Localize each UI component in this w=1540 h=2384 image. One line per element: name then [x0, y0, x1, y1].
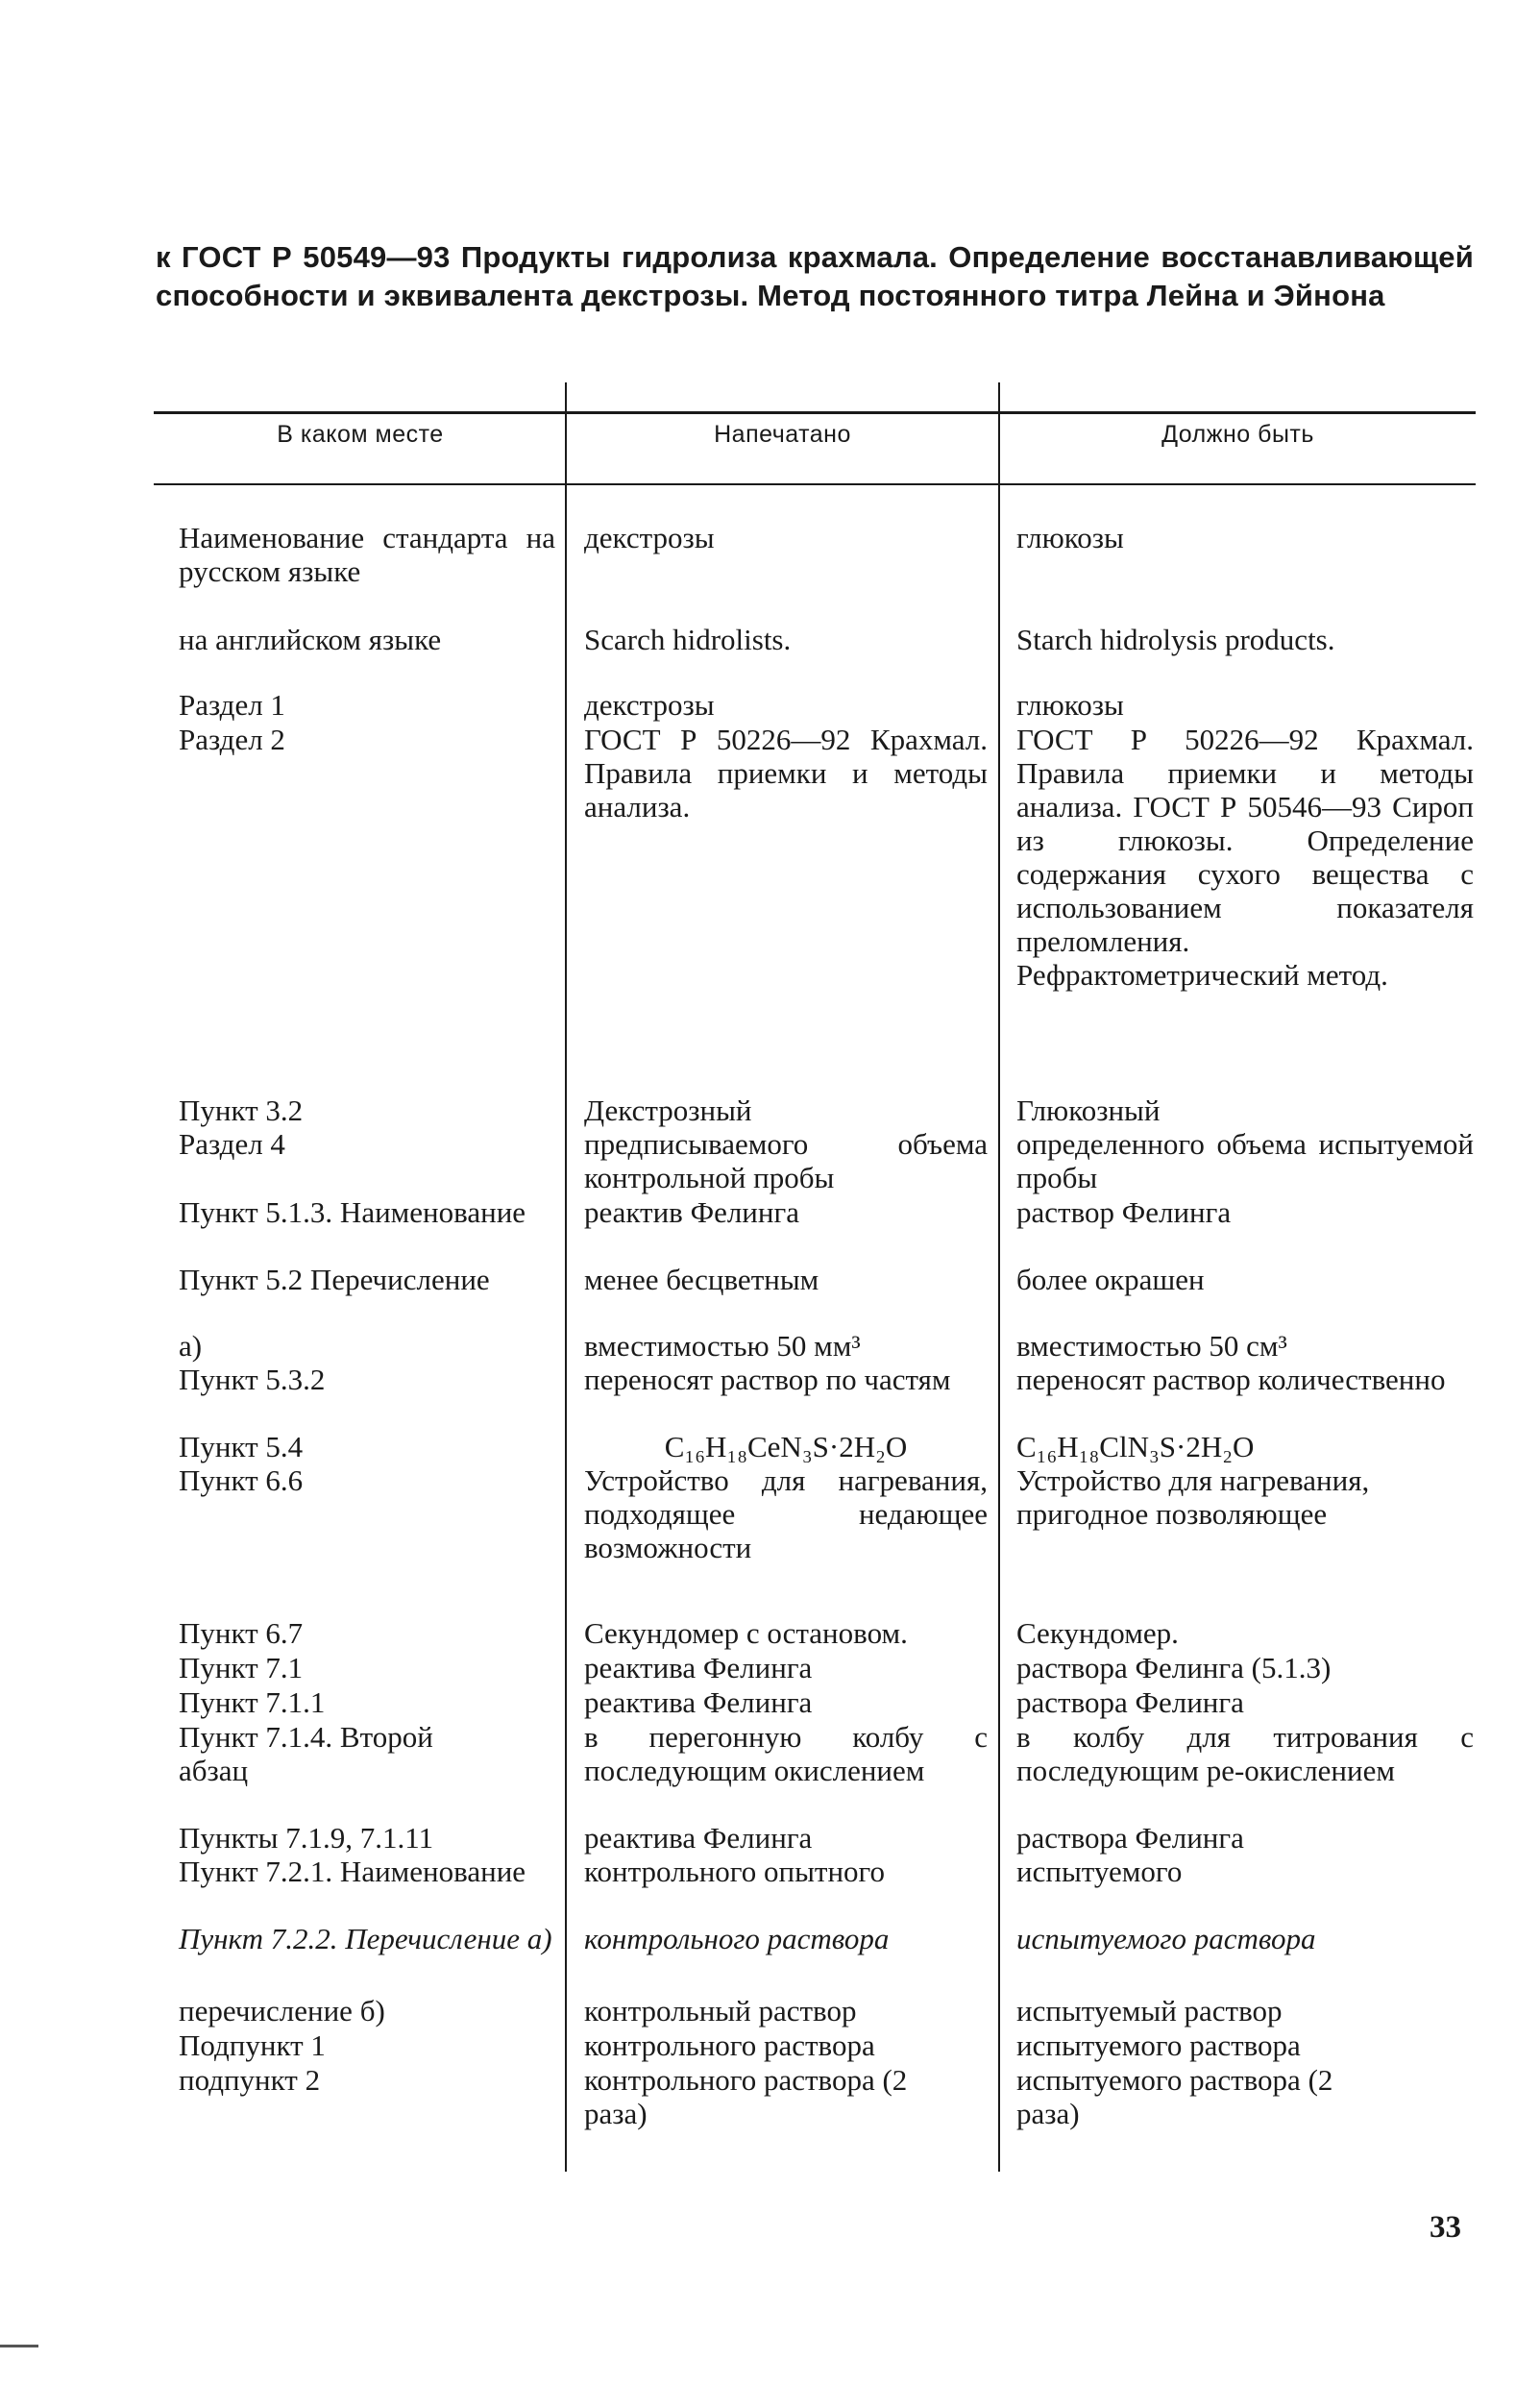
table-cell-place: Пункт 3.2 — [179, 1094, 304, 1127]
table-cell-printed: реактива Фелинга — [584, 1821, 813, 1855]
table-cell-correct: испытуемого раствора — [1016, 2028, 1301, 2062]
table-cell-printed: контрольный раствор — [584, 1994, 857, 2028]
table-cell-place: Пункт 7.2.1. Наименование — [179, 1855, 526, 1888]
table-cell-correct: переносят раствор количественно — [1016, 1363, 1446, 1396]
table-cell-printed: реактив Фелинга — [584, 1195, 799, 1229]
table-cell-place: Пункт 7.1.1 — [179, 1685, 326, 1719]
table-cell-correct: испытуемого раствора (2 раза) — [1016, 2063, 1333, 2130]
table-cell-correct: Устройство для нагревания, пригодное позволяющее — [1016, 1463, 1370, 1531]
table-cell-correct: глюкозы — [1016, 521, 1124, 554]
table-cell-printed: декстрозы — [584, 521, 715, 554]
table-cell-place: Пункт 7.2.2. Перечисление а) — [179, 1922, 552, 1955]
table-cell-printed: контрольного раствора — [584, 1922, 890, 1955]
table-cell-printed: C₁₆H₁₈CeN₃S·2H₂O — [664, 1430, 908, 1463]
table-cell-correct: раствор Фелинга — [1016, 1195, 1232, 1229]
table-cell-correct: в колбу для титрования с последующим ре-окислением — [1016, 1720, 1474, 1787]
table-cell-place: Пункт 6.6 — [179, 1463, 304, 1497]
table-top-rule — [154, 411, 1476, 414]
table-cell-place: Пункт 5.2 Перечисление — [179, 1263, 490, 1296]
column-divider-2 — [998, 382, 1000, 2172]
table-cell-place: подпункт 2 — [179, 2063, 321, 2097]
table-cell-place: Пункт 7.1 — [179, 1651, 304, 1684]
table-cell-printed: Секундомер с остановом. — [584, 1616, 908, 1650]
table-cell-printed: в перегонную колбу с последующим окислением — [584, 1720, 988, 1787]
document-heading: к ГОСТ Р 50549—93 Продукты гидролиза крахмала. Определение восстанавливающей способности и эквивалента декстрозы. Метод постоянного титра Лейна и Эйнона — [156, 240, 1474, 312]
table-cell-place: а) — [179, 1329, 203, 1363]
column-header-correct: Должно быть — [1161, 421, 1314, 448]
table-cell-printed: контрольного раствора (2 раза) — [584, 2063, 908, 2130]
table-cell-printed: реактива Фелинга — [584, 1651, 813, 1684]
column-divider-1 — [565, 382, 567, 2172]
page-number: 33 — [1430, 2210, 1461, 2245]
table-cell-place: Пункт 5.4 — [179, 1430, 304, 1463]
table-cell-correct: глюкозы — [1016, 688, 1124, 722]
table-cell-correct: более окрашен — [1016, 1263, 1205, 1296]
table-cell-correct: вместимостью 50 см³ — [1016, 1329, 1287, 1363]
table-cell-printed: контрольного опытного — [584, 1855, 885, 1888]
table-cell-correct: Глюкозный — [1016, 1094, 1161, 1127]
table-cell-place: Раздел 4 — [179, 1127, 285, 1161]
table-cell-correct: испытуемый раствор — [1016, 1994, 1283, 2028]
table-cell-printed: контрольного раствора — [584, 2028, 875, 2062]
table-cell-correct: Starch hidrolysis products. — [1016, 623, 1335, 656]
table-cell-place: Раздел 1 — [179, 688, 285, 722]
table-cell-printed: Устройство для нагревания, подходящее недающее возможности — [584, 1463, 988, 1564]
column-header-place: В каком месте — [277, 421, 444, 448]
table-cell-correct: C₁₆H₁₈ClN₃S·2H₂O — [1016, 1430, 1255, 1463]
table-cell-printed: вместимостью 50 мм³ — [584, 1329, 861, 1363]
table-cell-printed: реактива Фелинга — [584, 1685, 813, 1719]
table-cell-correct: определенного объема испытуемой пробы — [1016, 1127, 1474, 1194]
table-cell-place: на английском языке — [179, 623, 442, 656]
table-cell-printed: переносят раствор по частям — [584, 1363, 951, 1396]
table-cell-printed: декстрозы — [584, 688, 715, 722]
table-cell-place: Пункты 7.1.9, 7.1.11 — [179, 1821, 434, 1855]
table-cell-printed: менее бесцветным — [584, 1263, 819, 1296]
table-cell-printed: Декстрозный — [584, 1094, 752, 1127]
table-cell-place: Подпункт 1 — [179, 2028, 326, 2062]
table-cell-place: перечисление б) — [179, 1994, 385, 2028]
table-cell-correct: раствора Фелинга — [1016, 1821, 1244, 1855]
table-cell-correct: испытуемого раствора — [1016, 1922, 1316, 1955]
table-cell-place: Пункт 7.1.4. Второй абзац — [179, 1720, 433, 1787]
table-cell-correct: раствора Фелинга — [1016, 1685, 1244, 1719]
table-cell-printed: Scarch hidrolists. — [584, 623, 792, 656]
table-cell-place: Пункт 5.3.2 — [179, 1363, 326, 1396]
table-cell-place: Раздел 2 — [179, 723, 285, 756]
table-cell-printed: предписываемого объема контрольной пробы — [584, 1127, 988, 1194]
table-header-rule — [154, 483, 1476, 485]
table-cell-place: Пункт 6.7 — [179, 1616, 304, 1650]
table-cell-correct: Секундомер. — [1016, 1616, 1179, 1650]
scan-edge-mark — [0, 2345, 38, 2347]
table-cell-correct: раствора Фелинга (5.1.3) — [1016, 1651, 1332, 1684]
table-cell-printed: ГОСТ Р 50226—92 Крахмал. Правила приемки и методы анализа. — [584, 723, 988, 823]
table-cell-place: Наименование стандарта на русском языке — [179, 521, 555, 588]
column-header-printed: Напечатано — [714, 421, 851, 448]
table-cell-correct: ГОСТ Р 50226—92 Крахмал. Правила приемки и методы анализа. ГОСТ Р 50546—93 Сироп из глюкозы. Определение содержания сухого вещества с использованием показателя преломления. Рефрактометрический метод. — [1016, 723, 1474, 992]
table-cell-place: Пункт 5.1.3. Наименование — [179, 1195, 526, 1229]
table-cell-correct: испытуемого — [1016, 1855, 1183, 1888]
